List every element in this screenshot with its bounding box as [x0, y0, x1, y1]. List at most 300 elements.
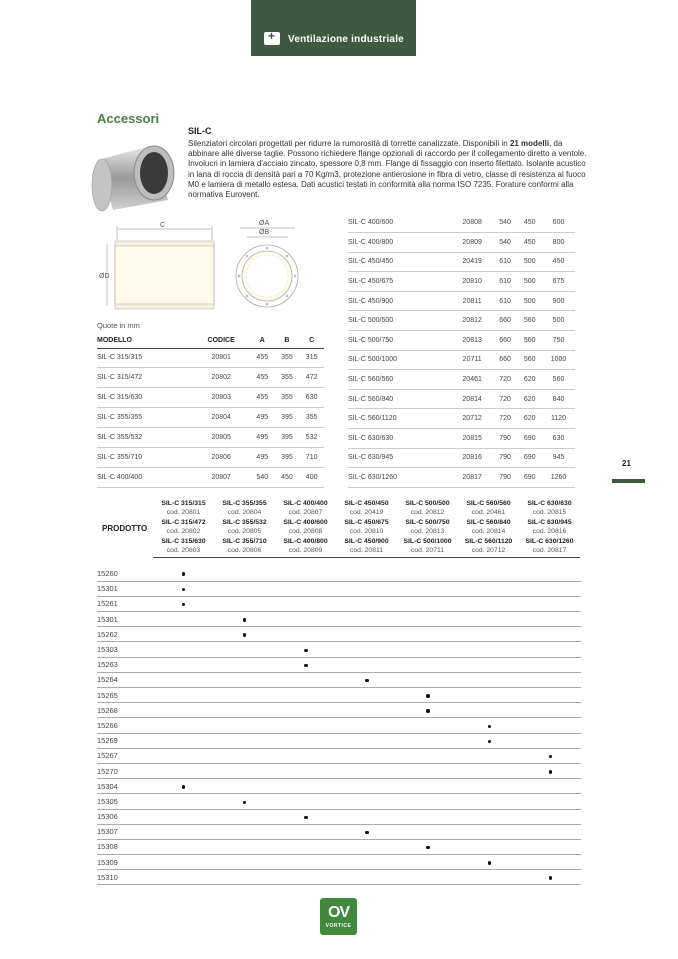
- product-code: 15264: [97, 672, 153, 687]
- compat-model: SIL-C 500/750: [405, 518, 450, 526]
- compat-cell: [336, 672, 397, 687]
- compat-cell: [336, 612, 397, 627]
- spec-row: [348, 468, 575, 488]
- compat-cell: [214, 596, 275, 611]
- spec-row: [348, 213, 575, 233]
- compat-cell: [459, 855, 520, 870]
- product-code: 15301: [97, 581, 153, 596]
- compat-cell: [153, 779, 214, 794]
- spec-cell: 500: [517, 252, 542, 272]
- spec-cell: 20805: [192, 428, 250, 448]
- compat-cell: [398, 596, 459, 611]
- dim-c-label: C: [160, 222, 166, 229]
- compat-code: cod. 20811: [349, 547, 384, 555]
- units-note: Quote in mm: [97, 321, 140, 330]
- spec-cell: 495: [250, 447, 275, 467]
- spec-row: [97, 467, 324, 487]
- compat-cell: [275, 596, 336, 611]
- ventilation-icon: [264, 32, 280, 45]
- spec-row: [348, 291, 575, 311]
- compat-dot: [426, 694, 429, 697]
- compat-column-header: [519, 499, 580, 558]
- compat-dot: [365, 679, 368, 682]
- spec-cell: 790: [493, 468, 518, 488]
- compat-cell: [275, 718, 336, 733]
- compat-code: cod. 20804: [227, 509, 262, 517]
- compat-code: cod. 20803: [166, 547, 201, 555]
- compat-column-headers: [153, 499, 581, 558]
- compat-cell: [336, 657, 397, 672]
- product-code: 15307: [97, 824, 153, 839]
- spec-cell: 750: [542, 331, 575, 351]
- compat-cell: [520, 566, 581, 581]
- compat-dot: [182, 603, 185, 606]
- compat-cell: [275, 672, 336, 687]
- spec-table-right: [348, 213, 575, 488]
- spec-cell: 455: [250, 348, 275, 368]
- compat-code: cod. 20805: [227, 528, 262, 536]
- spec-cell: 450: [275, 467, 300, 487]
- spec-cell: 1260: [542, 468, 575, 488]
- compat-cell: [520, 703, 581, 718]
- spec-cell: 395: [275, 447, 300, 467]
- compat-cell: [153, 870, 214, 885]
- compat-model: SIL-C 400/400: [283, 500, 328, 507]
- compat-model: SIL-C 630/945: [527, 518, 572, 526]
- spec-cell: 20801: [192, 348, 250, 368]
- spec-cell: 355: [275, 348, 300, 368]
- compat-dot: [182, 572, 185, 575]
- compat-cell: [153, 748, 214, 763]
- compat-cell: [398, 870, 459, 885]
- compat-code: cod. 20419: [349, 509, 384, 517]
- compat-row: [97, 642, 581, 657]
- compat-cell: [336, 718, 397, 733]
- spec-cell: 355: [275, 388, 300, 408]
- compat-cell: [275, 748, 336, 763]
- spec-cell: 500: [517, 272, 542, 292]
- spec-row: [348, 409, 575, 429]
- dimension-drawing: [97, 218, 337, 318]
- compat-cell: [459, 642, 520, 657]
- spec-row: [97, 408, 324, 428]
- compat-code: cod. 20817: [532, 547, 567, 555]
- compat-cell: [459, 809, 520, 824]
- spec-cell: 495: [250, 408, 275, 428]
- compat-model: SIL-C 355/355: [222, 500, 267, 507]
- compat-cell: [398, 672, 459, 687]
- spec-cell: 472: [299, 368, 324, 388]
- product-code: 15308: [97, 839, 153, 854]
- spec-cell: 20712: [452, 409, 493, 429]
- spec-cell: 450: [517, 233, 542, 253]
- compat-cell: [214, 657, 275, 672]
- spec-cell: 675: [542, 272, 575, 292]
- spec-row: [348, 252, 575, 272]
- compat-cell: [459, 703, 520, 718]
- spec-row: [348, 233, 575, 253]
- compat-cell: [153, 839, 214, 854]
- compat-row: [97, 779, 581, 794]
- compat-cell: [398, 733, 459, 748]
- compat-cell: [398, 612, 459, 627]
- spec-cell: SIL-C 560/840: [348, 389, 452, 409]
- spec-cell: 20812: [452, 311, 493, 331]
- compat-cell: [398, 855, 459, 870]
- spec-cell: 500: [517, 291, 542, 311]
- compat-cell: [214, 748, 275, 763]
- compat-dot: [488, 725, 491, 728]
- spec-cell: 630: [542, 429, 575, 449]
- dim-b-label: ØB: [259, 229, 270, 236]
- compat-cell: [520, 839, 581, 854]
- spec-row: [97, 428, 324, 448]
- compat-cell: [153, 809, 214, 824]
- compat-cell: [459, 627, 520, 642]
- compat-cell: [214, 870, 275, 885]
- compat-cell: [336, 596, 397, 611]
- product-code: 15260: [97, 566, 153, 581]
- compat-cell: [459, 763, 520, 778]
- compat-cell: [275, 733, 336, 748]
- compat-dot: [304, 816, 307, 819]
- compat-cell: [336, 566, 397, 581]
- spec-cell: 1120: [542, 409, 575, 429]
- compat-cell: [153, 581, 214, 596]
- spec-cell: SIL-C 560/1120: [348, 409, 452, 429]
- compat-cell: [153, 718, 214, 733]
- compat-cell: [398, 688, 459, 703]
- compat-model: SIL-C 400/800: [283, 537, 328, 545]
- spec-cell: 620: [517, 370, 542, 390]
- compat-cell: [398, 581, 459, 596]
- compat-code: cod. 20814: [471, 528, 506, 536]
- spec-cell: SIL-C 400/800: [348, 233, 452, 253]
- compat-cell: [214, 794, 275, 809]
- spec-cell: 500: [542, 311, 575, 331]
- spec-cell: SIL-C 630/630: [348, 429, 452, 449]
- silencer-photo: [88, 140, 178, 212]
- spec-row: [348, 331, 575, 351]
- compat-cell: [520, 688, 581, 703]
- section-title: Accessori: [97, 111, 160, 126]
- compat-row: [97, 733, 581, 748]
- compat-cell: [153, 642, 214, 657]
- compat-row: [97, 581, 581, 596]
- spec-cell: 660: [493, 331, 518, 351]
- spec-cell: SIL-C 315/630: [97, 388, 192, 408]
- spec-row: [348, 389, 575, 409]
- spec-row: [348, 311, 575, 331]
- compat-row: [97, 839, 581, 854]
- compat-cell: [336, 688, 397, 703]
- spec-cell: 395: [275, 428, 300, 448]
- compat-cell: [520, 642, 581, 657]
- compat-row: [97, 809, 581, 824]
- compat-cell: [520, 672, 581, 687]
- product-code: 15261: [97, 596, 153, 611]
- compat-cell: [275, 566, 336, 581]
- compat-cell: [275, 794, 336, 809]
- spec-cell: 1000: [542, 350, 575, 370]
- compat-cell: [398, 763, 459, 778]
- compat-cell: [459, 748, 520, 763]
- spec-cell: 20810: [452, 272, 493, 292]
- compat-cell: [336, 733, 397, 748]
- compat-cell: [336, 870, 397, 885]
- compat-cell: [214, 581, 275, 596]
- product-code: 15309: [97, 855, 153, 870]
- compat-row: [97, 688, 581, 703]
- compat-dot: [488, 740, 491, 743]
- compat-model: SIL-C 560/560: [466, 500, 511, 507]
- compat-cell: [336, 809, 397, 824]
- product-code: 15263: [97, 657, 153, 672]
- spec-row: [97, 388, 324, 408]
- compat-cell: [275, 839, 336, 854]
- compat-cell: [336, 642, 397, 657]
- col-a: A: [250, 334, 275, 348]
- compat-cell: [336, 794, 397, 809]
- product-code: 15304: [97, 779, 153, 794]
- compat-code: cod. 20712: [471, 547, 506, 555]
- spec-cell: 20808: [452, 213, 493, 233]
- spec-cell: SIL-C 630/945: [348, 448, 452, 468]
- compat-row: [97, 855, 581, 870]
- spec-cell: SIL-C 355/355: [97, 408, 192, 428]
- compat-cell: [275, 703, 336, 718]
- product-code: 15266: [97, 718, 153, 733]
- compat-cell: [520, 627, 581, 642]
- compat-row: [97, 627, 581, 642]
- spec-cell: 620: [517, 409, 542, 429]
- product-code: 15301: [97, 612, 153, 627]
- spec-row: [97, 368, 324, 388]
- product-code: 15268: [97, 703, 153, 718]
- compat-row: [97, 794, 581, 809]
- compat-cell: [459, 596, 520, 611]
- product-code: 15310: [97, 870, 153, 885]
- compat-cell: [275, 779, 336, 794]
- spec-cell: SIL-C 500/500: [348, 311, 452, 331]
- compat-model: SIL-C 355/532: [222, 518, 267, 526]
- compat-model: SIL-C 315/472: [161, 518, 206, 526]
- compat-cell: [214, 688, 275, 703]
- product-description: Silenziatori circolari progettati per ridurre la rumorosità di torrette canalizzate. Disponibili in 21 modelli, da abbinare alle diverse taglie. Possono richiedere flange opzionali di raccordo per il collegamento diretto a ventole. Involucri in lamiera d'acciaio zincato, spessore 0,8 mm. Flange di fissaggio con inserto filettato. Isolante acustico in lana di roccia di densità pari a 70 Kg/m3, protezione antierosione in fibra di vetro, classe di resistenza al fuoco M0 e lamiera di metallo estesa. Dati acustici testati in conformità alla norma ISO 7235. Forature conformi alla normativa Eurovent.: [188, 139, 587, 200]
- product-code: 15265: [97, 688, 153, 703]
- compat-cell: [398, 824, 459, 839]
- compat-cell: [459, 794, 520, 809]
- col-codice: CODICE: [192, 334, 250, 348]
- spec-cell: 600: [542, 213, 575, 233]
- compat-cell: [398, 566, 459, 581]
- compat-model: SIL-C 450/450: [344, 500, 389, 507]
- compat-row: [97, 657, 581, 672]
- compat-dot: [243, 801, 246, 804]
- spec-row: [348, 429, 575, 449]
- product-code: 15303: [97, 642, 153, 657]
- page-marker: [612, 479, 645, 483]
- product-code: 15262: [97, 627, 153, 642]
- compat-cell: [153, 672, 214, 687]
- category-title: Ventilazione industriale: [288, 34, 404, 45]
- vortice-logo: [320, 898, 357, 935]
- compat-cell: [398, 703, 459, 718]
- product-code: 15270: [97, 763, 153, 778]
- compat-column-header: [458, 499, 519, 558]
- spec-cell: 20711: [452, 350, 493, 370]
- spec-cell: SIL-C 355/710: [97, 447, 192, 467]
- spec-cell: SIL-C 315/472: [97, 368, 192, 388]
- compat-cell: [275, 763, 336, 778]
- compat-cell: [153, 688, 214, 703]
- spec-cell: 690: [517, 429, 542, 449]
- spec-cell: SIL-C 355/532: [97, 428, 192, 448]
- compat-model: SIL-C 560/1120: [464, 537, 513, 545]
- compat-cell: [214, 703, 275, 718]
- spec-cell: 20815: [452, 429, 493, 449]
- compat-cell: [398, 718, 459, 733]
- compat-dot: [243, 633, 246, 636]
- compat-cell: [153, 627, 214, 642]
- compat-model: SIL-C 315/630: [161, 537, 206, 545]
- compat-cell: [214, 612, 275, 627]
- spec-cell: 900: [542, 291, 575, 311]
- compat-dot: [243, 618, 246, 621]
- compat-cell: [336, 855, 397, 870]
- compat-cell: [214, 809, 275, 824]
- spec-cell: 450: [542, 252, 575, 272]
- compat-model: SIL-C 630/1260: [525, 537, 574, 545]
- compat-cell: [520, 596, 581, 611]
- compat-cell: [275, 809, 336, 824]
- compat-cell: [214, 642, 275, 657]
- compat-cell: [520, 809, 581, 824]
- spec-cell: 20802: [192, 368, 250, 388]
- compat-row: [97, 763, 581, 778]
- spec-cell: 660: [493, 311, 518, 331]
- compat-cell: [214, 855, 275, 870]
- dim-a-label: ØA: [259, 220, 270, 227]
- compat-row: [97, 718, 581, 733]
- compat-row: [97, 672, 581, 687]
- spec-cell: 400: [299, 467, 324, 487]
- compat-model: SIL-C 630/630: [527, 500, 572, 507]
- compat-cell: [459, 839, 520, 854]
- category-banner: [251, 0, 416, 56]
- compat-column-header: [214, 499, 275, 558]
- compat-code: cod. 20810: [349, 528, 384, 536]
- compat-code: cod. 20711: [410, 547, 445, 555]
- compat-cell: [459, 718, 520, 733]
- compat-dot: [549, 770, 552, 773]
- compatibility-table: [97, 566, 581, 885]
- spec-cell: 720: [493, 370, 518, 390]
- compat-dot: [488, 861, 491, 864]
- spec-cell: 560: [517, 311, 542, 331]
- spec-cell: 532: [299, 428, 324, 448]
- spec-cell: 790: [493, 429, 518, 449]
- compat-cell: [275, 855, 336, 870]
- compat-column-header: [336, 499, 397, 558]
- spec-cell: SIL-C 450/675: [348, 272, 452, 292]
- compat-cell: [214, 718, 275, 733]
- compat-cell: [275, 657, 336, 672]
- spec-cell: 690: [517, 468, 542, 488]
- spec-cell: 355: [299, 408, 324, 428]
- logo-mark: OV: [327, 903, 350, 921]
- compat-cell: [459, 824, 520, 839]
- spec-row: [348, 370, 575, 390]
- compat-cell: [153, 703, 214, 718]
- spec-cell: 450: [517, 213, 542, 233]
- compat-row: [97, 748, 581, 763]
- compat-cell: [398, 809, 459, 824]
- compat-cell: [336, 627, 397, 642]
- compat-model: SIL-C 450/675: [344, 518, 389, 526]
- compat-cell: [336, 839, 397, 854]
- compat-cell: [398, 627, 459, 642]
- spec-row: [97, 447, 324, 467]
- compat-cell: [214, 779, 275, 794]
- compat-cell: [214, 733, 275, 748]
- compat-code: cod. 20801: [166, 509, 201, 517]
- spec-cell: 710: [299, 447, 324, 467]
- spec-row: [348, 448, 575, 468]
- compat-cell: [520, 581, 581, 596]
- compat-cell: [275, 627, 336, 642]
- compat-cell: [153, 824, 214, 839]
- compat-cell: [214, 566, 275, 581]
- spec-cell: 660: [493, 350, 518, 370]
- spec-cell: 560: [542, 370, 575, 390]
- compat-dot: [182, 785, 185, 788]
- spec-cell: SIL-C 450/450: [348, 252, 452, 272]
- compat-cell: [459, 733, 520, 748]
- compat-column-header: [275, 499, 336, 558]
- compat-row: [97, 703, 581, 718]
- spec-cell: 630: [299, 388, 324, 408]
- spec-cell: 455: [250, 368, 275, 388]
- compat-cell: [275, 581, 336, 596]
- spec-cell: SIL-C 450/900: [348, 291, 452, 311]
- compat-cell: [520, 733, 581, 748]
- compat-cell: [459, 779, 520, 794]
- compat-model: SIL-C 450/900: [344, 537, 389, 545]
- compat-dot: [304, 664, 307, 667]
- spec-cell: 690: [517, 448, 542, 468]
- compat-cell: [336, 824, 397, 839]
- compat-code: cod. 20816: [532, 528, 567, 536]
- compat-cell: [459, 657, 520, 672]
- compat-model: SIL-C 355/710: [222, 537, 267, 545]
- compat-cell: [275, 870, 336, 885]
- compat-cell: [153, 566, 214, 581]
- spec-cell: 800: [542, 233, 575, 253]
- compat-column-header: [397, 499, 458, 558]
- spec-cell: SIL-C 500/750: [348, 331, 452, 351]
- spec-cell: 20804: [192, 408, 250, 428]
- spec-cell: 315: [299, 348, 324, 368]
- dim-d-label: ØD: [99, 273, 110, 280]
- compat-code: cod. 20807: [288, 509, 323, 517]
- spec-cell: 20816: [452, 448, 493, 468]
- logo-brand: VORTICE: [325, 922, 352, 929]
- spec-cell: 20803: [192, 388, 250, 408]
- compat-code: cod. 20815: [532, 509, 567, 517]
- spec-cell: 540: [250, 467, 275, 487]
- compat-cell: [336, 779, 397, 794]
